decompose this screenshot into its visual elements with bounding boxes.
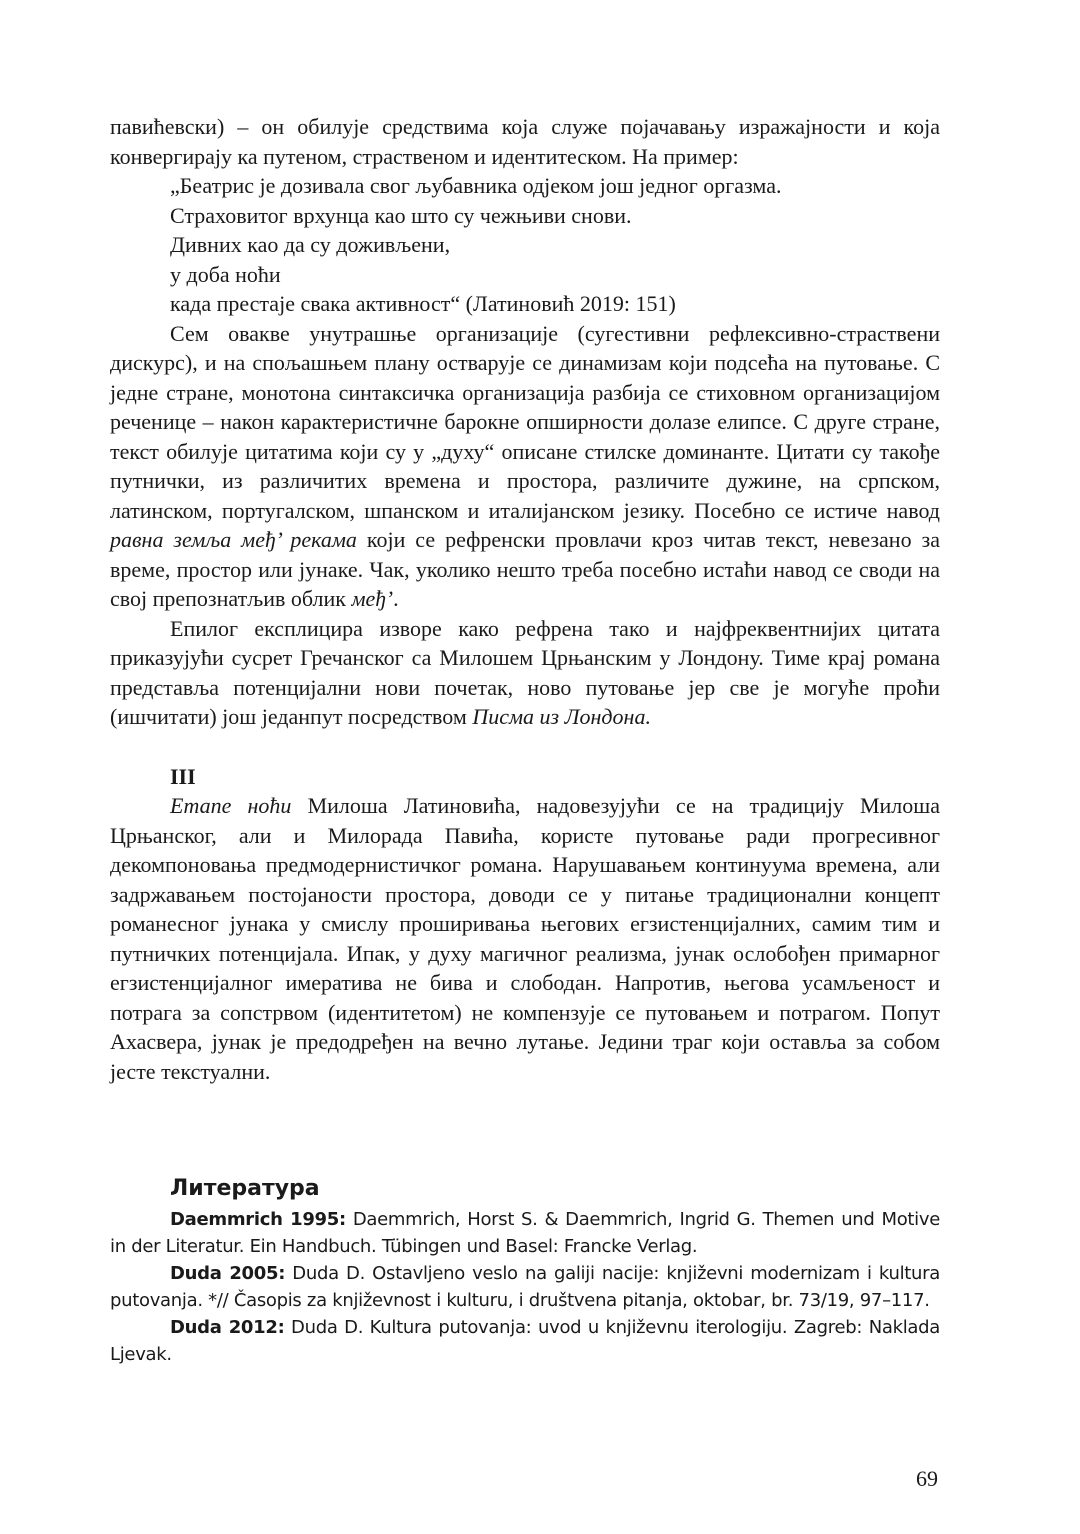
page-body — [110, 112, 940, 1368]
italic-quote: међ’ — [351, 586, 394, 611]
reference-text: Daemmrich, Horst S. & Daemmrich, Ingrid G. Themen und Motive in der Literatur. Ein Handbuch. Tübingen und Basel: Francke Verlag. — [110, 1208, 940, 1257]
verse-line: у доба ноћи — [170, 261, 281, 287]
paragraph-1: павићевски) – он обилује средствима која служе појачавању изражајности и која конвергирају ка путеном, страственом и идентитеском. На пример: — [110, 114, 940, 169]
reference-key: Duda 2012: — [170, 1316, 285, 1338]
italic-title: Писма из Лондона. — [472, 704, 651, 729]
section-heading: III — [170, 763, 196, 789]
reference-entry — [110, 1206, 940, 1260]
page-number: 69 — [916, 1466, 938, 1491]
paragraph-2 — [110, 319, 940, 614]
verse-line: Дивних као да су доживљени, — [170, 232, 451, 257]
literature-heading: Литература — [170, 1176, 320, 1201]
text-run: . — [393, 586, 399, 611]
reference-text: Duda D. Ostavljeno veslo na galiji nacije: književni modernizam i kultura putovanja. *// Časopis za književnost i kulturu, i društvena pitanja, oktobar, br. 73/19, 97–117. — [110, 1262, 940, 1311]
italic-quote: равна земља међ’ рекама — [110, 527, 357, 552]
reference-key: Daemmrich 1995: — [170, 1208, 346, 1230]
verse-quote — [110, 171, 940, 319]
text-run: Сем овакве унутрашње организације (сугестивни рефлексивно-страствени дискурс), и на спољашњем плану остварује се динамизам који подсећа на путовање. С једне стране, монотона синтаксичка организација разбија се стиховном организацијом реченице – након карактеристичне барокне опширности долазе елипсе. С друге стране, текст обилује цитатима који су у „духу“ описане стилске доминанте. Цитати су такође путнички, из различитих времена и простора, различите дужине, на српском, латинском, португалском, шпанском и италијанском језику. Посебно се истиче навод — [110, 320, 940, 523]
verse-line: Страховитог врхунца као што су чежњиви снови. — [170, 202, 632, 228]
text-run: Епилог експлицира изворе како рефрена тако и најфреквентнијих цитата приказујући сусрет Гречанског са Милошем Црњанским у Лондону. Тиме крај романа представља потенцијални нови почетак, ново путовање јер све је могуће проћи (ишчитати) још једанпут посредством — [110, 615, 940, 729]
verse-line: „Беатрис је дозивала свог љубавника одјеком још једног оргазма. — [170, 173, 782, 198]
reference-key: Duda 2005: — [170, 1262, 286, 1284]
text-run: који се рефренски провлачи кроз читав текст, невезано за време, простор или јунаке. Чак, уколико нешто треба посебно истаћи навод се своди на свој препознатљив облик — [110, 527, 940, 611]
text-run: Милоша Латиновића, надовезујући се на традицију Милоша Црњанског, али и Милорада Павића, користе путовање ради прогресивног декомпоновања предмодернистичког романа. Нарушавањем континуума времена, али задржавањем постојаности простора, доводи се у питање традиционални концепт романесног јунака у смислу проширивања његових егзистенцијалних, самим тим и путничких потенцијала. Ипак, у духу магичног реализма, јунак ослобођен примарног егзистенцијалног имератива не бива и слободан. Напротив, његова усамљеност и потрага за сопстрвом (идентитетом) не компензује се путовањем и потрагом. Попут Ахасвера, јунак је предодређен на вечно лутање. Једини траг који оставља за собом јесте текстуални. — [110, 793, 940, 1084]
reference-entry — [110, 1260, 940, 1314]
italic-title: Етапе ноћи — [170, 793, 292, 818]
reference-text: Duda D. Kultura putovanja: uvod u književnu iterologiju. Zagreb: Naklada Ljevak. — [110, 1316, 940, 1365]
reference-entry — [110, 1314, 940, 1368]
paragraph-3 — [110, 614, 940, 732]
verse-line: када престаје свака активност“ (Латиновић 2019: 151) — [170, 291, 676, 316]
paragraph-4 — [110, 791, 940, 1086]
